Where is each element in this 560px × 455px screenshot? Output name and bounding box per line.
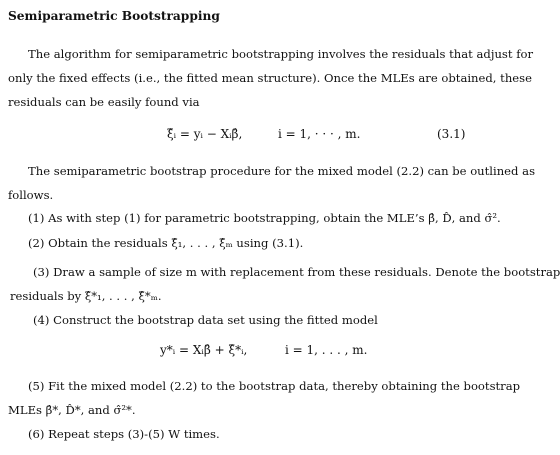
step-3-line1: (3) Draw a sample of size m with replacement from these residuals. Denote the bootstrap (33, 265, 560, 279)
para1-line3: residuals can be easily found via (8, 95, 200, 109)
equation-bootstrap (160, 341, 367, 359)
equation-3-1-range: i = 1, · · · , m. (277, 127, 361, 141)
equation-3-1-number: (3.1) (437, 127, 466, 141)
step-2: (2) Obtain the residuals ξ̂₁, . . . , ξ̂ₘ using (3.1). (28, 236, 304, 250)
para1-line1: The algorithm for semiparametric bootstrapping involves the residuals that adjust for (28, 47, 534, 61)
step-5-line1: (5) Fit the mixed model (2.2) to the bootstrap data, thereby obtaining the bootstrap (28, 379, 521, 393)
section-title: Semiparametric Bootstrapping (8, 9, 220, 23)
equation-3-1 (167, 125, 360, 143)
equation-3-1-lhs: ξ̂ᵢ = yᵢ − Xᵢβ̂, (167, 127, 243, 141)
para2-line2: follows. (8, 188, 54, 202)
para1-line2: only the fixed effects (i.e., the fitted mean structure). Once the MLEs are obtained, these (8, 71, 532, 85)
step-1: (1) As with step (1) for parametric bootstrapping, obtain the MLE’s β̂, D̂, and σ̂². (28, 211, 501, 225)
step-4: (4) Construct the bootstrap data set using the fitted model (33, 313, 378, 327)
step-5-line2: MLEs β̂*, D̂*, and σ̂²*. (8, 403, 136, 417)
equation-bootstrap-range: i = 1, . . . , m. (284, 343, 368, 357)
step-6: (6) Repeat steps (3)-(5) W times. (28, 427, 220, 441)
step-3-line2: residuals by ξ̂*₁, . . . , ξ̂*ₘ. (10, 289, 162, 303)
para2-line1: The semiparametric bootstrap procedure for the mixed model (2.2) can be outlined as (28, 164, 536, 178)
equation-bootstrap-lhs: y*ᵢ = Xᵢβ̂ + ξ̂*ᵢ, (160, 343, 248, 357)
